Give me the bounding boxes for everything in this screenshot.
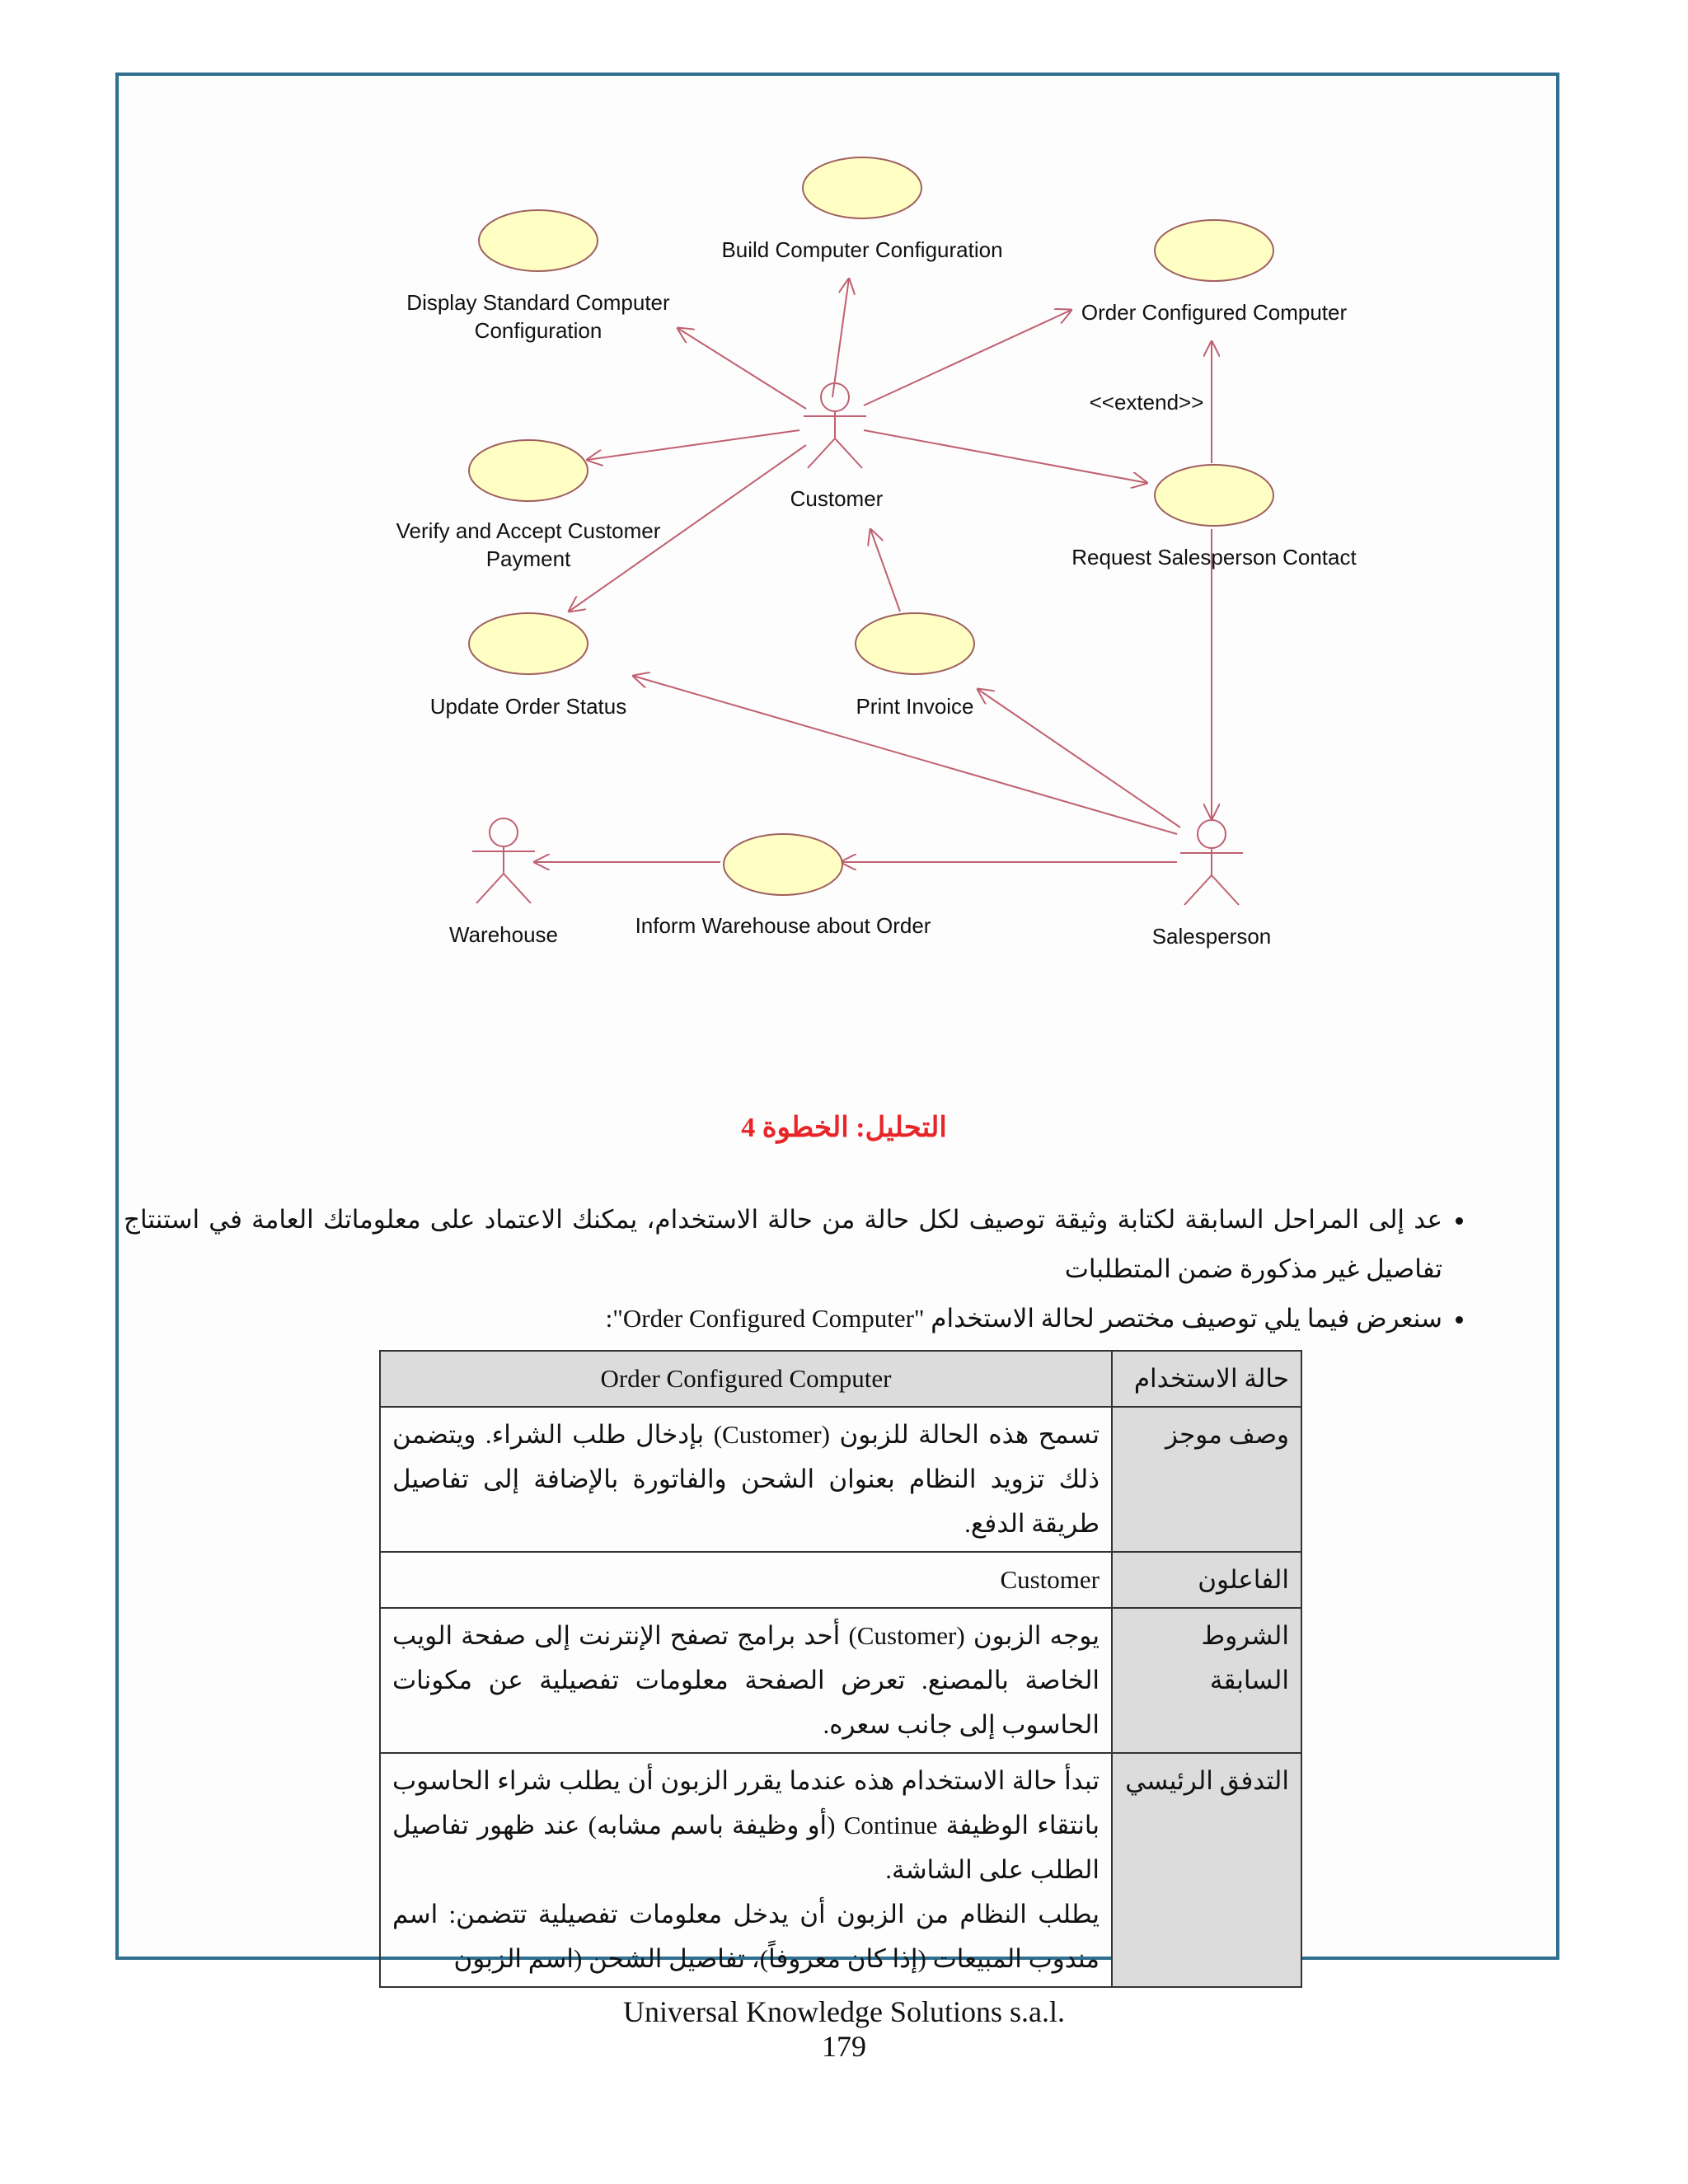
- label-print-invoice: Print Invoice: [856, 694, 974, 719]
- table-row: [380, 1753, 1301, 1987]
- label-verify-line1: Verify and Accept Customer: [396, 518, 661, 543]
- main-flow-paragraph-2: يطلب النظام من الزبون أن يدخل معلومات تفصيلية تتضمن: اسم مندوب المبيعات (إذا كان معروفاً)، تفاصيل الشحن (اسم الزبون: [392, 1900, 1100, 1973]
- label-inform-warehouse: Inform Warehouse about Order: [635, 913, 931, 938]
- table-row: [380, 1608, 1301, 1753]
- label-order-configured-computer: Order Configured Computer: [1081, 300, 1348, 325]
- row-value-brief-description: تسمح هذه الحالة للزبون (Customer) بإدخال طلب الشراء. ويتضمن ذلك تزويد النظام بعنوان الشحن والفاتورة بالإضافة إلى تفاصيل طريقة الدفع.: [380, 1407, 1112, 1552]
- footer-publisher: Universal Knowledge Solutions s.a.l.: [623, 1995, 1065, 2028]
- use-case-diagram: [0, 0, 1688, 1030]
- use-case-spec-table: [379, 1350, 1302, 1988]
- header-value-cell: Order Configured Computer: [380, 1351, 1112, 1407]
- row-value-actors: Customer: [380, 1552, 1112, 1608]
- label-display-standard-line1: Display Standard Computer: [406, 290, 670, 315]
- bullet-item-1: • عد إلى المراحل السابقة لكتابة وثيقة توصيف لكل حالة من حالة الاستخدام، يمكنك الاعتماد على معلوماتك العامة في استنتاج تفاصيل غير مذكورة ضمن المتطلبات: [124, 1195, 1442, 1294]
- usecase-request-salesperson-contact: [1155, 465, 1273, 526]
- instruction-list: [124, 1195, 1492, 1343]
- assoc-customer-request: [864, 430, 1147, 483]
- usecase-order-configured-computer: [1155, 220, 1273, 281]
- main-flow-paragraph-1: تبدأ حالة الاستخدام هذه عندما يقرر الزبون أن يطلب شراء الحاسوب بانتقاء الوظيفة Continue (أو وظيفة باسم مشابه) عند ظهور تفاصيل الطلب على الشاشة.: [392, 1766, 1100, 1884]
- bullet-item-2: • سنعرض فيما يلي توصيف مختصر لحالة الاستخدام "Order Configured Computer":: [124, 1294, 1442, 1343]
- assoc-sales-print: [978, 689, 1180, 827]
- actor-salesperson-icon: [1180, 820, 1243, 905]
- row-value-main-flow: [380, 1753, 1112, 1987]
- assoc-customer-build: [832, 279, 849, 397]
- assoc-customer-verify: [587, 430, 799, 460]
- label-build-computer-configuration: Build Computer Configuration: [721, 237, 1003, 262]
- usecase-build-computer-configuration: [803, 157, 921, 218]
- label-update-order-status: Update Order Status: [429, 694, 627, 719]
- actor-customer-icon: [804, 383, 866, 468]
- row-value-preconditions: يوجه الزبون (Customer) أحد برامج تصفح الإنترنت إلى صفحة الويب الخاصة بالمصنع. تعرض الصفحة معلومات تفصيلية عن مكونات الحاسوب إلى جانب سعره.: [380, 1608, 1112, 1753]
- row-label-actors: الفاعلون: [1112, 1552, 1301, 1608]
- footer-page-number: 179: [822, 2030, 866, 2063]
- row-label-main-flow: التدفق الرئيسي: [1112, 1753, 1301, 1987]
- table-header-row: [380, 1351, 1301, 1407]
- table-row: [380, 1552, 1301, 1608]
- row-label-preconditions: الشروط السابقة: [1112, 1608, 1301, 1753]
- table-row: [380, 1407, 1301, 1552]
- usecase-print-invoice: [856, 613, 974, 674]
- assoc-print-customer: [870, 529, 900, 612]
- label-verify-line2: Payment: [485, 546, 571, 571]
- usecase-verify-accept-payment: [469, 440, 588, 501]
- assoc-customer-display: [678, 328, 806, 409]
- row-label-brief-description: وصف موجز: [1112, 1407, 1301, 1552]
- label-warehouse: Warehouse: [449, 922, 558, 947]
- header-label-cell: حالة الاستخدام: [1112, 1351, 1301, 1407]
- actor-warehouse-icon: [472, 818, 535, 903]
- usecase-update-order-status: [469, 613, 588, 674]
- assoc-customer-order: [864, 310, 1071, 405]
- section-heading: التحليل: الخطوة 4: [741, 1113, 947, 1143]
- usecase-display-standard-configuration: [479, 210, 598, 271]
- label-display-standard-line2: Configuration: [474, 318, 603, 343]
- usecase-inform-warehouse: [724, 834, 842, 895]
- label-extend: <<extend>>: [1089, 390, 1204, 415]
- label-salesperson: Salesperson: [1151, 924, 1272, 949]
- label-customer: Customer: [790, 486, 884, 511]
- label-request-salesperson-contact: Request Salesperson Contact: [1071, 545, 1357, 569]
